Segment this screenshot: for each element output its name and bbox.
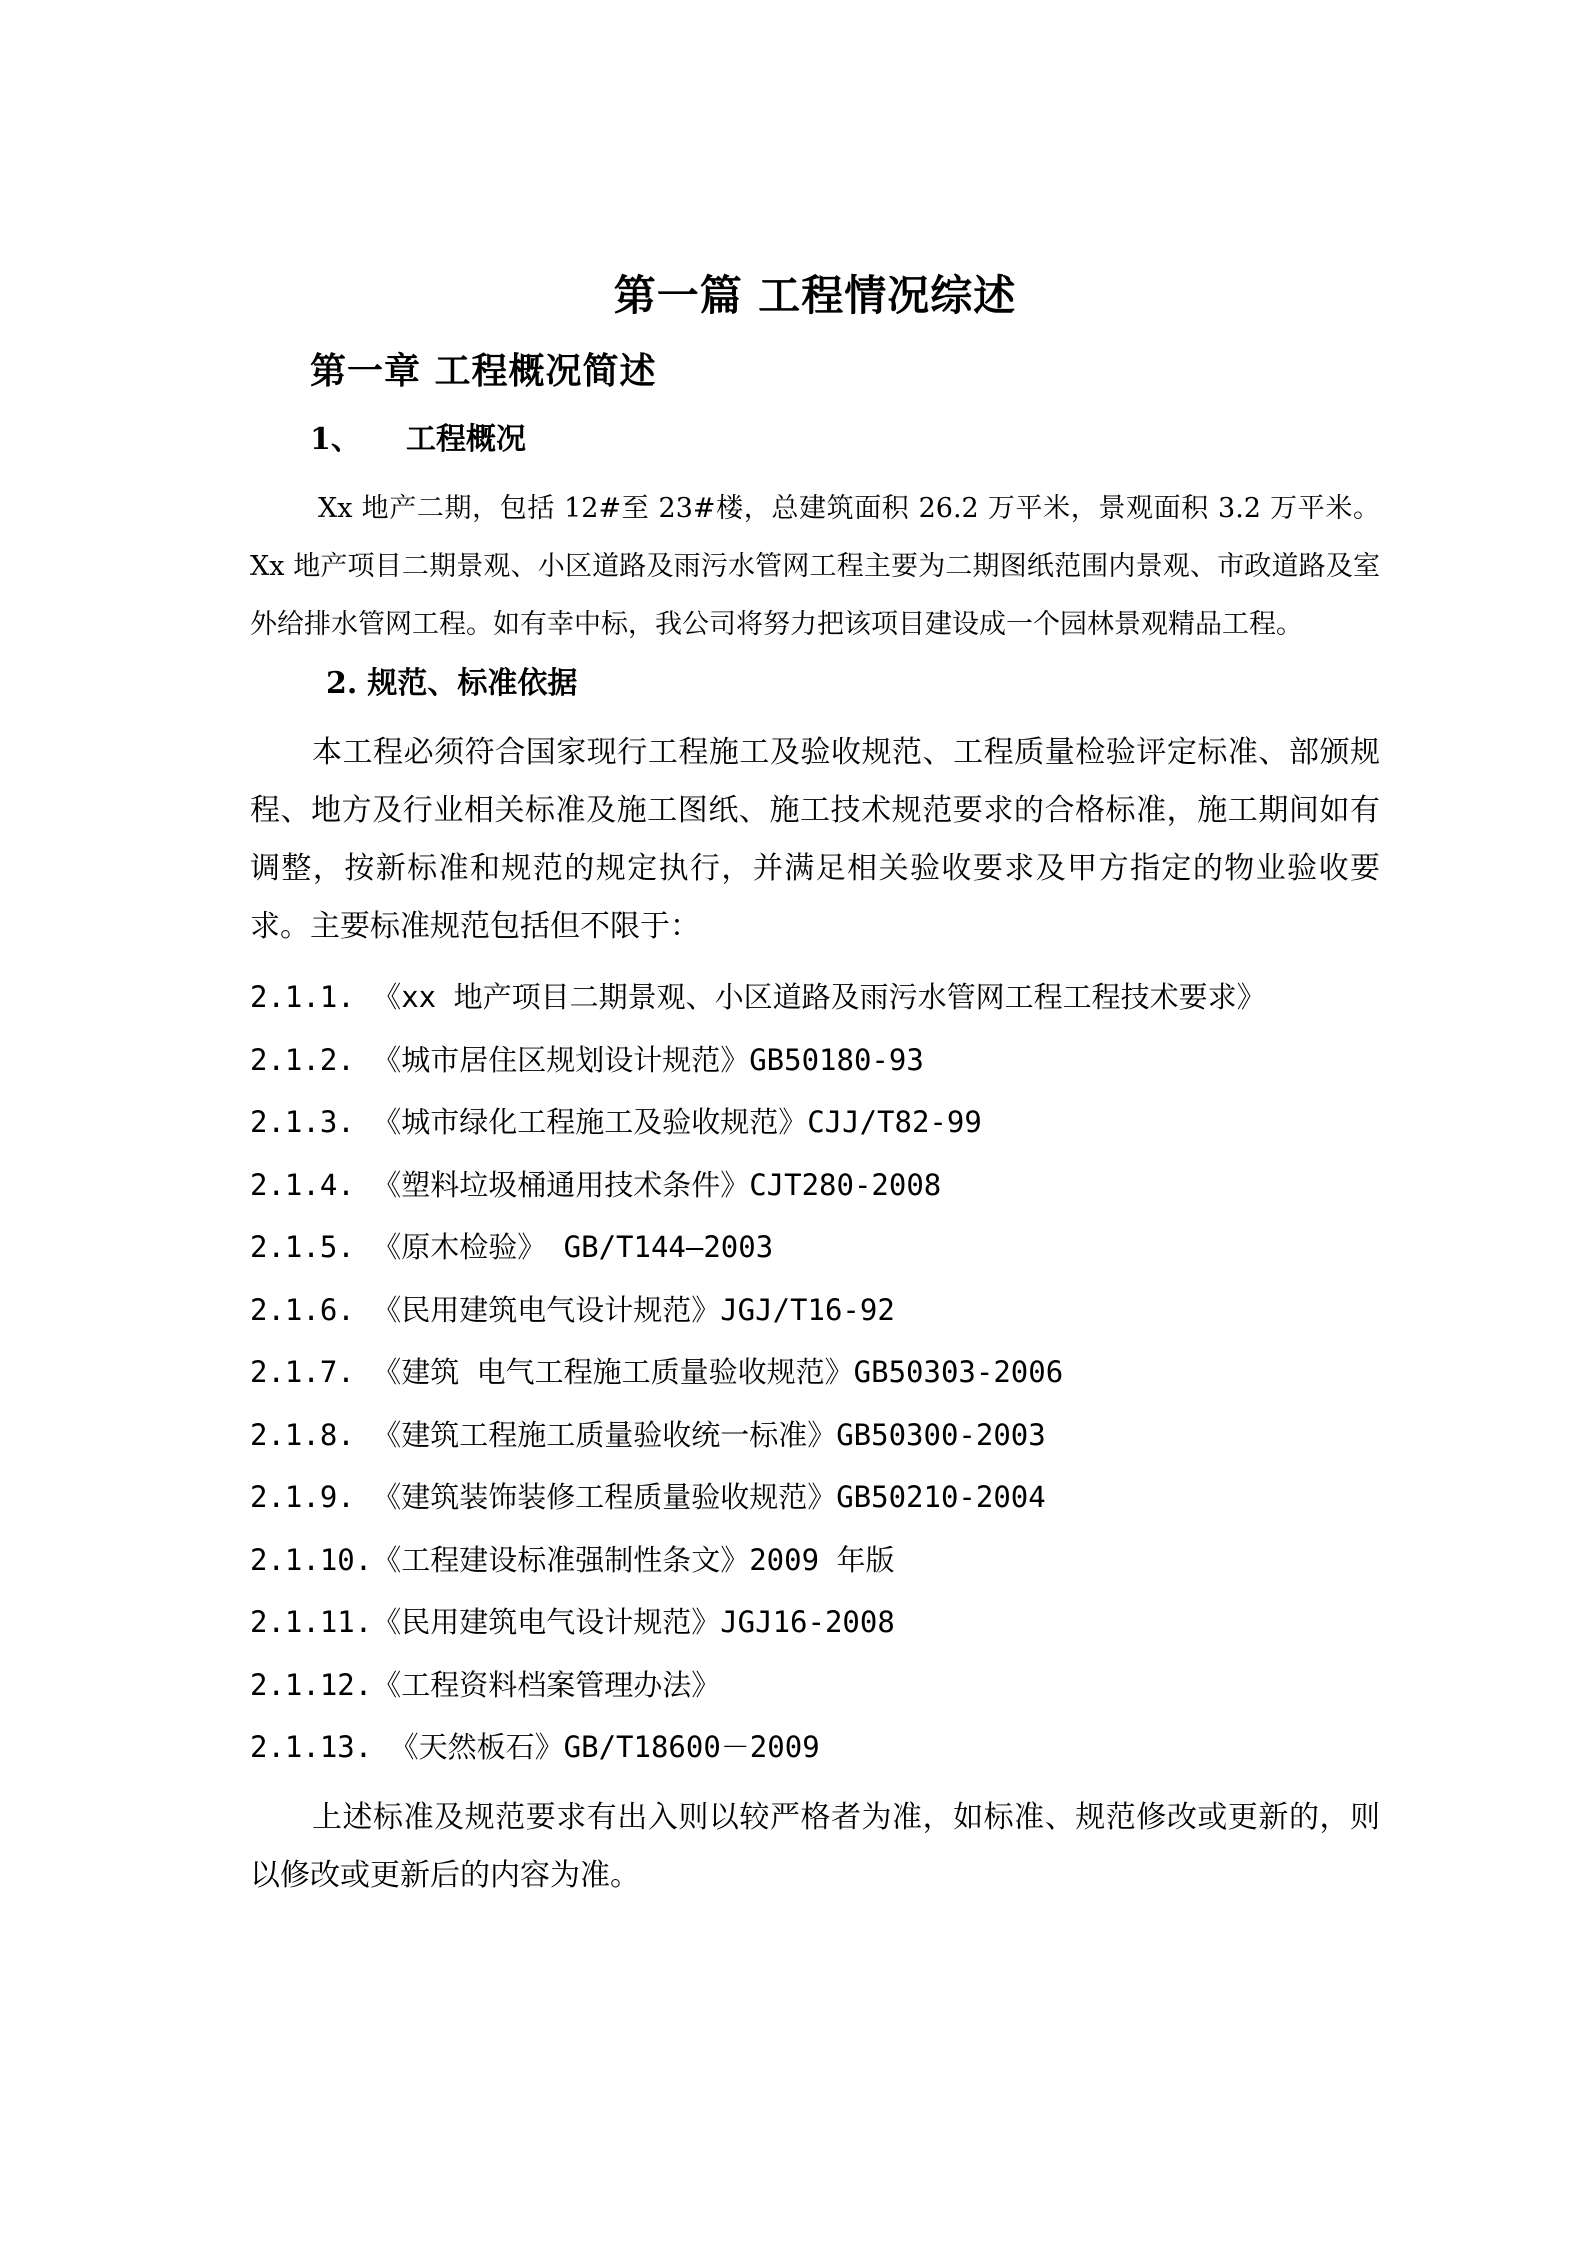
- document-content: [250, 268, 1380, 1915]
- section-1-heading: [310, 418, 1380, 462]
- standard-item-13: 2.1.13. 《天然板石》GB/T18600－2009: [250, 1730, 820, 1764]
- section-1-number: 1、: [310, 422, 361, 457]
- section-2-title: 规范、标准依据: [367, 666, 578, 701]
- chapter-title: 第一章 工程概况简述: [310, 350, 657, 392]
- section-1-title: 工程概况: [406, 422, 526, 457]
- standard-item-5: 2.1.5. 《原木检验》 GB/T144—2003: [250, 1230, 774, 1264]
- section-2-heading: [326, 662, 1380, 706]
- standards-list: [250, 966, 1380, 1779]
- standard-item-1: 2.1.1. 《xx 地产项目二期景观、小区道路及雨污水管网工程工程技术要求》: [250, 980, 1266, 1014]
- standard-item-4: 2.1.4. 《塑料垃圾桶通用技术条件》CJT280-2008: [250, 1167, 942, 1202]
- section-2-paragraph: 本工程必须符合国家现行工程施工及验收规范、工程质量检验评定标准、部颁规程、地方及行业相关标准及施工图纸、施工技术规范要求的合格标准，施工期间如有调整，按新标准和规范的规定执行，并满足相关验收要求及甲方指定的物业验收要求。主要标准规范包括但不限于：: [250, 735, 1380, 944]
- standard-item-3: 2.1.3. 《城市绿化工程施工及验收规范》CJJ/T82-99: [250, 1105, 982, 1139]
- standard-item-8: 2.1.8. 《建筑工程施工质量验收统一标准》GB50300-2003: [250, 1417, 1046, 1452]
- part-title: 第一篇 工程情况综述: [613, 271, 1017, 320]
- standard-item-6: 2.1.6. 《民用建筑电气设计规范》JGJ/T16-92: [250, 1292, 895, 1327]
- standard-item-7: 2.1.7. 《建筑 电气工程施工质量验收规范》GB50303-2006: [250, 1355, 1064, 1389]
- standard-item-10: 2.1.10.《工程建设标准强制性条文》2009 年版: [250, 1542, 895, 1577]
- standard-item-12: 2.1.12.《工程资料档案管理办法》: [250, 1667, 721, 1702]
- standard-item-2: 2.1.2. 《城市居住区规划设计规范》GB50180-93: [250, 1042, 924, 1077]
- section-2-number: 2.: [326, 666, 358, 701]
- standard-item-9: 2.1.9. 《建筑装饰装修工程质量验收规范》GB50210-2004: [250, 1480, 1046, 1514]
- closing-paragraph: 上述标准及规范要求有出入则以较严格者为准，如标准、规范修改或更新的，则以修改或更新后的内容为准。: [250, 1799, 1380, 1893]
- section-1-paragraph: Xx 地产二期，包括 12#至 23#楼，总建筑面积 26.2 万平米，景观面积 3.2 万平米。Xx 地产项目二期景观、小区道路及雨污水管网工程主要为二期图纸范围内景观、市政道路及室外给排水管网工程。如有幸中标，我公司将努力把该项目建设成一个园林景观精品工程。: [250, 493, 1380, 640]
- standard-item-11: 2.1.11.《民用建筑电气设计规范》JGJ16-2008: [250, 1605, 895, 1639]
